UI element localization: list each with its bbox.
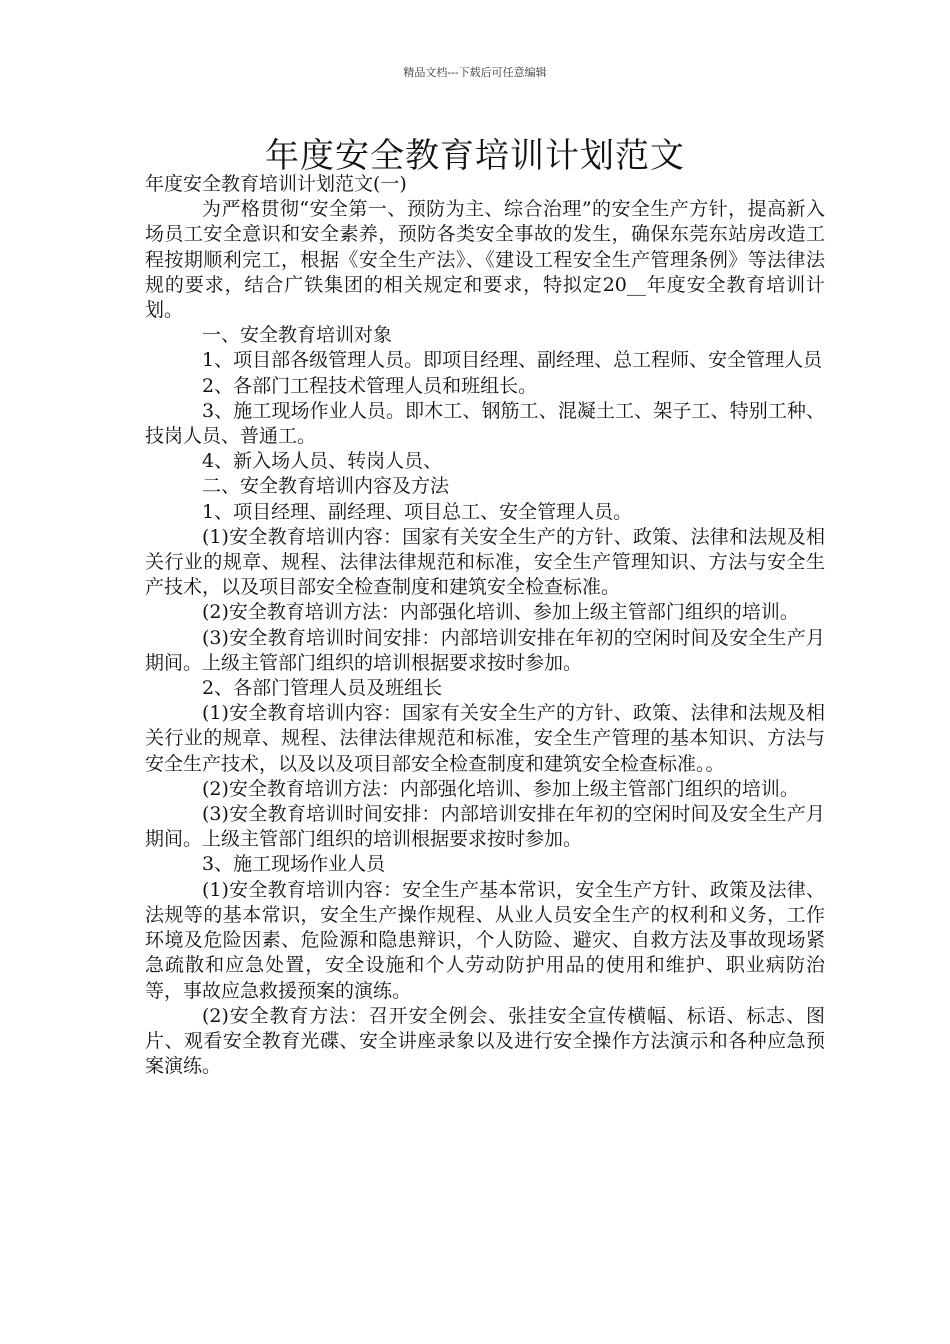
document-body (145, 172, 825, 1079)
paragraph: (3)安全教育培训时间安排：内部培训安排在年初的空闲时间及安全生产月期间。上级主管部门组织的培训根据要求按时参加。 (145, 626, 825, 674)
paragraph: 1、项目经理、副经理、项目总工、安全管理人员。 (202, 500, 633, 523)
paragraph: 3、施工现场作业人员。即木工、钢筋工、混凝土工、架子工、特别工种、技岗人员、普通工。 (145, 399, 825, 448)
paragraph-intro: 为严格贯彻“安全第一、预防为主、综合治理”的安全生产方针，提高新入场员工安全意识和安全素养，预防各类安全事故的发生，确保东莞东站房改造工程按期顺利完工，根据《安全生产法》、《建设工程安全生产管理条例》等法律法规的要求，结合广铁集团的相关规定和要求，特拟定20__年度安全教育培训计划。 (145, 198, 825, 322)
paragraph: 3、施工现场作业人员 (202, 853, 386, 876)
paragraph: (1)安全教育培训内容：国家有关安全生产的方针、政策、法律和法规及相关行业的规章、规程、法律法律规范和标准，安全生产管理知识、方法与安全生产技术，以及项目部安全检查制度和建筑安全检查标准。 (145, 525, 825, 599)
paragraph: (1)安全教育培训内容：国家有关安全生产的方针、政策、法律和法规及相关行业的规章、规程、法律法律规范和标准，安全生产管理的基本知识、方法与安全生产技术，以及以及项目部安全检查制度和建筑安全检查标准。。 (145, 702, 825, 775)
section-heading: 一、安全教育培训对象 (202, 324, 393, 347)
paragraph: (1)安全教育培训内容：安全生产基本常识，安全生产方针、政策及法律、法规等的基本常识，安全生产操作规程、从业人员安全生产的权利和义务，工作环境及危险因素、危险源和隐患辩识，个人防险、避灾、自救方法及事故现场紧急疏散和应急处置，安全设施和个人劳动防护用品的使用和维护、职业病防治等，事故应急救援预案的演练。 (145, 878, 825, 1002)
paragraph: 2、各部门管理人员及班组长 (202, 677, 443, 700)
section-heading: 二、安全教育培训内容及方法 (202, 475, 450, 498)
paragraph: (2)安全教育培训方法：内部强化培训、参加上级主管部门组织的培训。 (202, 777, 799, 800)
page-header: 精品文档---下载后可任意编辑 (403, 66, 547, 79)
paragraph-subtitle: 年度安全教育培训计划范文(一) (145, 173, 407, 195)
paragraph: 4、新入场人员、转岗人员、 (202, 450, 443, 473)
document-title: 年度安全教育培训计划范文 (265, 136, 685, 176)
paragraph: 2、各部门工程技术管理人员和班组长。 (202, 374, 538, 397)
paragraph: (2)安全教育方法：召开安全例会、张挂安全宣传横幅、标语、标志、图片、观看安全教育光碟、安全讲座录象以及进行安全操作方法演示和各种应急预案演练。 (145, 1004, 825, 1078)
paragraph: 1、项目部各级管理人员。即项目经理、副经理、总工程师、安全管理人员 (202, 349, 823, 372)
paragraph: (3)安全教育培训时间安排：内部培训安排在年初的空闲时间及安全生产月期间。上级主管部门组织的培训根据要求按时参加。 (145, 803, 825, 851)
paragraph: (2)安全教育培训方法：内部强化培训、参加上级主管部门组织的培训。 (202, 601, 799, 624)
